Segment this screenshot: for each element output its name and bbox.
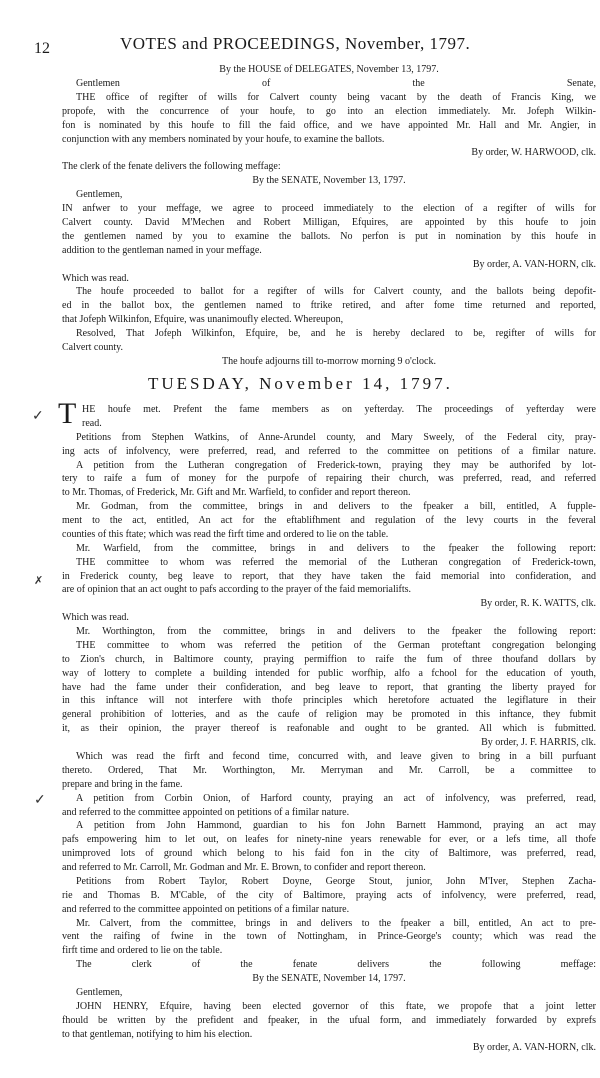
drop-cap: T [58, 397, 77, 430]
text-line: ed in the ballot box, the gentlemen named to ftrike retired, and after fome time returned and reported, [62, 300, 596, 312]
text-line: Which was read. [62, 272, 129, 284]
text-line: fon is nominated by this houfe to fill the faid office, and we have appointed Mr. Hall and Mr. Angier, in [62, 119, 596, 131]
text-line: ment to the act, entitled, An act for the eftablifhment and regulation of the levy courts in the feveral [62, 515, 596, 527]
text-line: rie and Thomas B. M'Cable, of the city of Baltimore, praying acts of infolvency, were preferred, read, [62, 889, 596, 901]
text-line: read. [82, 417, 102, 429]
text-line: The houfe proceeded to ballot for a regifter of wills for Calvert county, and the ballots being depofit- [76, 286, 596, 298]
margin-check-mark-icon: ✓ [32, 409, 44, 424]
text-line: in Frederick county, beg leave to report, that they have taken the faid memorial into confideration, and [62, 570, 596, 582]
text-line: By order, A. VAN-HORN, clk. [472, 1042, 596, 1054]
text-line: By order, J. F. HARRIS, clk. [481, 737, 596, 749]
text-line: A petition from Corbin Onion, of Harford county, praying an act of infolvency, was preferred, read, [76, 792, 596, 804]
text-line: counties of this ftate; which was read the firft time and ordered to lie on the table. [62, 528, 389, 540]
text-line: and referred to Mr. Carroll, Mr. Godman and Mr. E. Brown, to confider and report thereon. [62, 862, 426, 874]
text-line: Petitions from Robert Taylor, Robert Doyne, George Stout, junior, John M'Iver, Stephen Zacha- [76, 875, 596, 887]
text-line: way of lottery to complete a building intended for public worfhip, alfo a fchool for the education of youth, [62, 667, 596, 679]
text-line: The clerk of the fenate delivers the following meffage: [62, 161, 281, 173]
text-line: Mr. Warfield, from the committee, brings in and delivers to the fpeaker the following report: [76, 542, 596, 554]
text-line: have had the fame under their confideration, and beg leave to report, that granting the liberty prayed for [62, 681, 596, 693]
text-line: THE committee to whom was referred the petition of the German proteftant congregation belonging [76, 639, 596, 651]
text-line: pafs empowering him to let out, on leafes for ninety-nine years renewable for ever, or a lefs time, all thofe [62, 834, 596, 846]
text-line: IN anfwer to your meffage, we agree to proceed immediately to the election of a regifter of wills for [62, 203, 596, 214]
text-line: JOHN HENRY, Efquire, having been elected governor of this ftate, we propofe that a joint letter [76, 1000, 596, 1012]
text-line: prepare and bring in the fame. [62, 778, 183, 790]
text-line: vent the raifing of fwine in the town of Nottingham, in Prince-George's county; which was read the [62, 931, 596, 943]
margin-check-mark-icon: ✓ [34, 793, 46, 808]
text-line: conjunction with any members nominated by your houfe, to examine the ballots. [62, 133, 385, 145]
text-line: to that gentleman, notifying to him his election. [62, 1028, 253, 1040]
text-line: Resolved, That Jofeph Wilkinfon, Efquire, be, and he is hereby declared to be, regifter of wills for [76, 328, 596, 340]
text-line: general prohibition of lotteries, and as the caufe of religion may be promoted in this inftance, they fubmit [62, 709, 596, 721]
text-line: fhould be written by the prefident and fpeaker, in the ufual form, and immediately forwarded by exprefs [62, 1014, 596, 1026]
text-line: A petition from John Hammond, guardian to his fon John Barnett Hammond, praying an act may [76, 820, 596, 832]
text-line: are of opinion that an act ought to pafs according to the prayer of the faid memorialifts. [62, 584, 412, 596]
text-line: firft time and ordered to lie on the table. [62, 945, 223, 957]
text-line: HE houfe met. Prefent the fame members as on yefterday. The proceedings of yefterday were [82, 404, 596, 415]
text-line: Mr. Godman, from the committee, brings in and delivers to the fpeaker a bill, entitled, A fupple- [76, 501, 596, 513]
text-line: By order, W. HARWOOD, clk. [471, 147, 596, 159]
text-line: thereto. Ordered, That Mr. Worthington, Mr. Merryman and Mr. Carroll, be a committee to [62, 764, 596, 776]
text-line: addition to the gentleman named in your meffage. [62, 244, 262, 256]
text-line: it, as their opinion, the prayer thereof is reafonable and ought to be granted. All which is fubmitted. [62, 723, 596, 735]
text-line: that Jofeph Wilkinfon, Efquire, was unanimoufly elected. Whereupon, [62, 314, 344, 326]
text-line: Mr. Worthington, from the committee, brings in and delivers to the fpeaker the following report: [76, 626, 596, 638]
text-line: By order, A. VAN-HORN, clk. [472, 258, 596, 270]
text-line: and referred to the committee appointed on petitions of a fimilar nature. [62, 806, 350, 818]
text-line: THE committee to whom was referred the memorial of the Lutheran congregation of Frederick-town, [76, 556, 596, 568]
text-line: in this inftance will not interfere with thofe principles which heretofore actuated the legiflature in their [62, 695, 596, 707]
text-line: to Zion's church, in Baltimore county, praying permiffion to raife the fum of three thoufand dollars by [62, 653, 596, 665]
text-line: Which was read. [62, 612, 129, 624]
text-line: A petition from the Lutheran congregation of Frederick-town, praying they may be authorifed by lot- [76, 459, 596, 471]
text-line: propofe, with the concurrence of your houfe, to go into an election immediately. Mr. Jofeph Wilkin- [62, 105, 596, 117]
text-line: unimproved lots of ground which belong to his faid fon in the city of Baltimore, was preferred, read, [62, 848, 596, 860]
text-line: and referred to the committee appointed on petitions of a fimilar nature. [62, 903, 350, 915]
page-number: 12 [34, 40, 50, 57]
text-line: to Mr. Thomas, of Frederick, Mr. Gift and Mr. Warfield, to confider and report thereon. [62, 487, 411, 499]
text-line: By the SENATE, November 14, 1797. [252, 973, 406, 985]
text-line: Mr. Calvert, from the committee, brings in and delivers to the fpeaker a bill, entitled, An act to pre- [76, 917, 596, 929]
text-line: By the HOUSE of DELEGATES, November 13, 1797. [219, 64, 439, 75]
text-line: THE office of regifter of wills for Calvert county being vacant by the death of Francis King, we [76, 91, 596, 103]
text-line: By the SENATE, November 13, 1797. [252, 175, 406, 187]
text-line: Gentlemen, [76, 986, 123, 998]
text-line: ing acts of infolvency, were preferred, read, and referred to the committee on petitions of a fimilar nature. [62, 445, 596, 457]
text-line: Petitions from Stephen Watkins, of Anne-Arundel county, and Mary Sweely, of the Federal city, pray- [76, 431, 596, 443]
text-line: Gentlemen of the Senate, [76, 77, 596, 89]
text-line: Calvert county. David M'Mechen and Robert Milligan, Efquires, are appointed by this houfe to join [62, 216, 596, 228]
day-heading: TUESDAY, November 14, 1797. [148, 374, 453, 393]
text-line: The houfe adjourns till to-morrow morning 9 o'clock. [222, 355, 436, 367]
text-line: Gentlemen, [76, 189, 123, 201]
text-line: The clerk of the fenate delivers the following meffage: [76, 959, 596, 971]
text-line: tery to raife a fum of money for the purpofe of repairing their church, was preferred, read, and referred [62, 473, 596, 485]
text-line: Calvert county. [62, 342, 124, 353]
text-line: the gentlemen named by you to examine the ballots. No perfon is put in nomination by this houfe in [62, 230, 596, 242]
running-head: VOTES and PROCEEDINGS, November, 1797. [120, 34, 471, 53]
text-line: By order, R. K. WATTS, clk. [480, 598, 596, 610]
margin-cross-mark-icon: ✗ [34, 575, 44, 587]
text-line: Which was read the firft and fecond time, concurred with, and leave given to bring in a bill purfuant [76, 751, 596, 762]
